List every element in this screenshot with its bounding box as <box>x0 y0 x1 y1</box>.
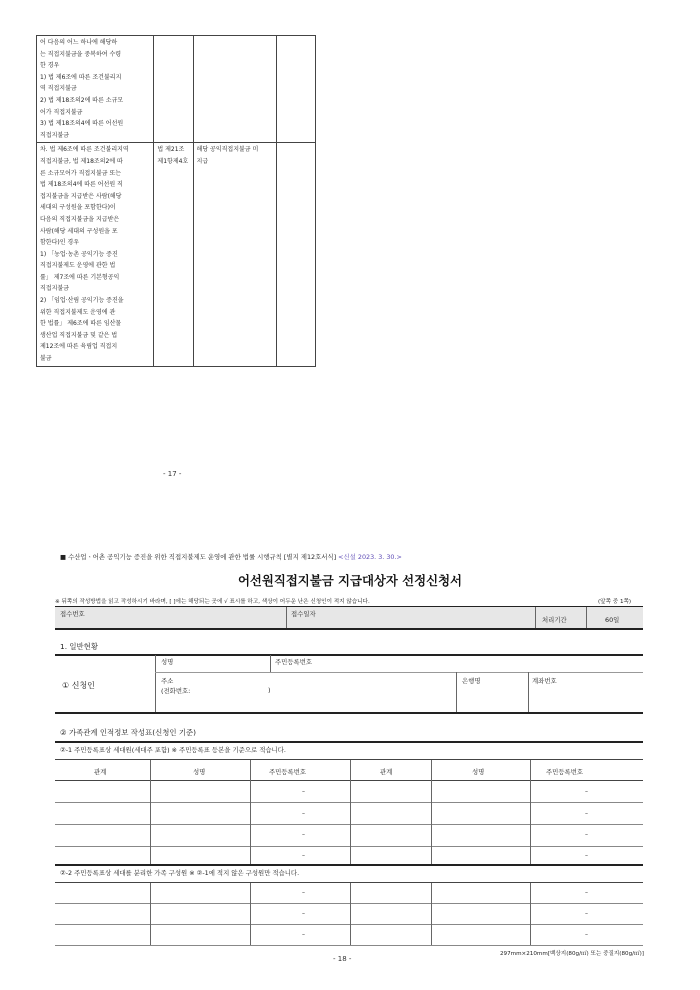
cell-line: 는 직접지불금을 중복하여 수령 <box>40 50 122 58</box>
divider <box>286 607 287 628</box>
table-row <box>55 846 643 847</box>
rrn-dash: – <box>302 831 305 838</box>
rrn-label: 주민등록번호 <box>275 658 313 666</box>
divider <box>350 760 351 864</box>
cell-line: 직접지불금, 법 제18조의2에 따 <box>40 157 123 165</box>
cell-line: 직접지불금 <box>40 131 69 139</box>
cell-line: 역 직접지불금 <box>40 85 77 93</box>
cell-line: 지급 <box>196 157 209 165</box>
cell-line: 차. 법 제6조에 따른 조건불리지역 <box>40 146 129 154</box>
divider <box>55 882 643 883</box>
legal-basis <box>60 552 402 561</box>
cell-line: 어가 직접지불금 <box>40 108 83 116</box>
divider <box>270 655 271 672</box>
cell-line: 한 법률」 제6조에 따른 임산물 <box>40 320 122 328</box>
address-label: 주소 <box>161 677 174 685</box>
cell-line: 직접지불금 <box>40 285 69 293</box>
receipt-date-label: 접수일자 <box>291 610 316 618</box>
cell-line: 률」 제7조에 따른 기본형공익 <box>40 273 120 281</box>
processing-period-label: 처리기간 <box>542 616 567 624</box>
divider <box>55 759 643 760</box>
rrn-dash: – <box>302 810 305 817</box>
column-header: 관계 <box>380 768 393 776</box>
rrn-dash: – <box>585 931 588 938</box>
name-label: 성명 <box>161 658 174 666</box>
table-row <box>55 945 643 946</box>
receipt-number-label: 접수번호 <box>60 610 85 618</box>
cell-line: 1) 「농업·농촌 공익기능 증진 <box>40 250 118 258</box>
processing-period-value: 60일 <box>605 616 620 624</box>
divider <box>250 760 251 864</box>
divider <box>155 655 156 712</box>
cell-line: 위한 직접지불제도 운영에 관 <box>40 308 116 316</box>
cell-line: 법 제21조 <box>157 146 185 154</box>
divider <box>528 672 529 712</box>
rrn-dash: – <box>302 931 305 938</box>
rrn-dash: – <box>302 910 305 917</box>
table-row <box>37 36 316 143</box>
phone-close: ) <box>268 686 271 694</box>
cell-line: 사람(해당 세대의 구성원을 포 <box>40 227 118 235</box>
cell-line: 직접지불제도 운영에 관한 법 <box>40 262 116 270</box>
divider <box>250 883 251 945</box>
rrn-dash: – <box>302 889 305 896</box>
column-header: 성명 <box>472 768 485 776</box>
cell-line: 어 다음의 어느 하나에 해당하 <box>40 39 118 46</box>
table-cell <box>276 143 315 366</box>
page-title: 어선원직접지불금 지급대상자 선정신청서 <box>237 573 463 588</box>
table-cell <box>276 36 315 143</box>
cell-line: 다음의 직접지불금을 지급받은 <box>40 215 120 223</box>
column-header: 성명 <box>193 768 206 776</box>
divider <box>55 780 643 781</box>
table-row <box>55 903 643 904</box>
divider <box>535 607 536 628</box>
divider <box>55 654 643 656</box>
divider <box>150 760 151 864</box>
table-cell <box>193 143 276 366</box>
rrn-dash: – <box>302 788 305 795</box>
table-row <box>55 802 643 803</box>
cell-line: 법 제18조의4에 따른 어선원 직 <box>40 181 123 189</box>
subsection-title: ②-2 주민등록표상 세대를 분리한 가족 구성원 ※ ②-1에 적지 않은 구성원만 적습니다. <box>60 869 300 877</box>
continuation-table <box>36 35 316 367</box>
rrn-dash: – <box>585 910 588 917</box>
divider <box>586 607 587 628</box>
divider <box>530 760 531 864</box>
rrn-dash: – <box>585 852 588 859</box>
section-title: ② 가족관계 인적정보 작성표(신청인 기준) <box>60 728 197 737</box>
table-cell <box>154 36 193 143</box>
account-label: 계좌번호 <box>532 677 557 685</box>
legal-basis-text: ■ 수산업ㆍ어촌 공익기능 증진을 위한 직접지불제도 운영에 관한 법률 시행규칙 [별지 제12호서식] <box>60 553 337 561</box>
divider <box>150 883 151 945</box>
divider <box>456 672 457 712</box>
rrn-dash: – <box>585 810 588 817</box>
column-header: 주민등록번호 <box>546 768 584 776</box>
column-header: 주민등록번호 <box>269 768 307 776</box>
divider <box>431 883 432 945</box>
page-number: - 18 - <box>333 955 352 963</box>
applicant-label: ① 신청인 <box>62 681 95 690</box>
rrn-dash: – <box>302 852 305 859</box>
cell-line: 불금 <box>40 355 52 363</box>
revision-link[interactable]: <신설 2023. 3. 30.> <box>338 553 402 561</box>
bank-label: 은행명 <box>462 677 481 685</box>
table-row <box>37 143 316 366</box>
divider <box>350 883 351 945</box>
cell-line: 세대의 구성원을 포함한다)이 <box>40 204 116 212</box>
rrn-dash: – <box>585 831 588 838</box>
rrn-dash: – <box>585 889 588 896</box>
form-instruction-note: ※ 뒤쪽의 작성방법을 읽고 작성하시기 바라며, [ ]에는 해당되는 곳에 √ 표시를 하고, 색상이 어두운 난은 신청인이 적지 않습니다. <box>55 599 370 605</box>
table-cell <box>193 36 276 143</box>
cell-line: 해당 공익직접지불금 미 <box>196 146 259 154</box>
cell-line: 2) 법 제18조의2에 따른 소규모 <box>40 96 124 104</box>
table-row <box>55 824 643 825</box>
cell-line: 른 소규모어가 직접지불금 또는 <box>40 169 122 177</box>
divider <box>55 628 643 630</box>
page-number: - 17 - <box>163 470 182 478</box>
table-cell <box>37 36 154 143</box>
divider <box>55 712 643 714</box>
column-header: 관계 <box>94 768 107 776</box>
divider <box>530 883 531 945</box>
divider <box>55 741 643 743</box>
table-row <box>55 924 643 925</box>
cell-line: 3) 법 제18조의4에 따른 어선원 <box>40 120 124 128</box>
table-cell <box>154 143 193 366</box>
divider <box>155 672 643 673</box>
cell-line: 함한다)인 경우 <box>40 239 80 247</box>
cell-line: 제1항제4호 <box>157 157 189 165</box>
divider <box>55 864 643 866</box>
cell-line: 접지불금을 지급받은 사람(해당 <box>40 192 122 200</box>
cell-line: 2) 「임업·산림 공익기능 증진을 <box>40 297 124 305</box>
table-cell <box>37 143 154 366</box>
cell-line: 한 경우 <box>40 62 60 70</box>
section-title: 1. 일반현황 <box>60 642 98 651</box>
cell-line: 제12조에 따른 육림업 직접지 <box>40 343 118 351</box>
page-count: (앞쪽 중 1쪽) <box>598 599 632 605</box>
cell-line: 1) 법 제6조에 따른 조건불리지 <box>40 73 122 81</box>
paper-spec: 297mm×210mm[백상지(80g/㎡) 또는 중질지(80g/㎡)] <box>499 951 644 957</box>
subsection-title: ②-1 주민등록표상 세대원(세대주 포함) ※ 주민등록표 등본을 기준으로 적습니다. <box>60 746 286 754</box>
rrn-dash: – <box>585 788 588 795</box>
divider <box>431 760 432 864</box>
cell-line: 생산업 직접지불금 및 같은 법 <box>40 331 118 339</box>
phone-label: (전화번호: <box>161 687 191 695</box>
